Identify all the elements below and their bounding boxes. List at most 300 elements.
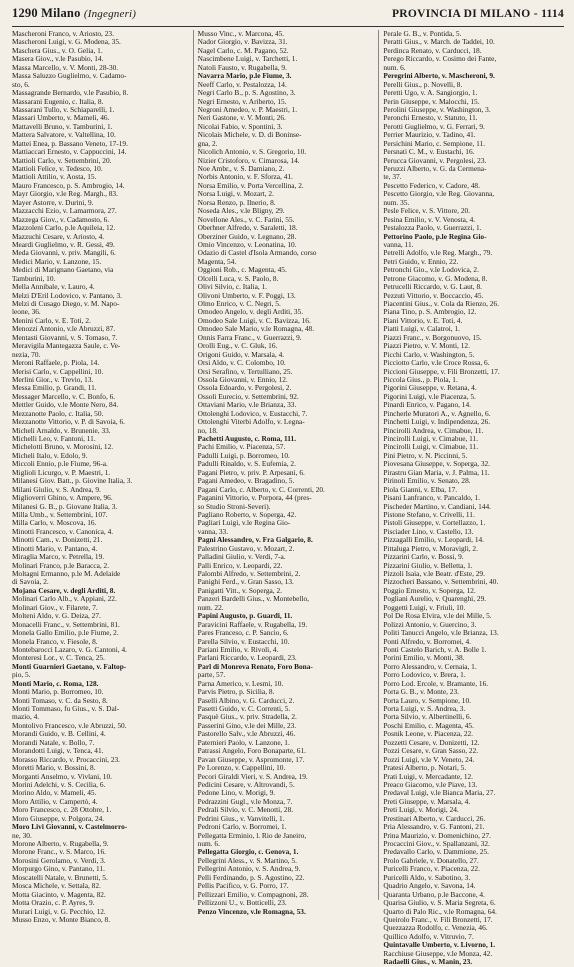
directory-entry: Pellegrini Antonio, v. S. Andrea, 9. [197,864,301,874]
directory-entry: Meroni Raffaele, p. Piola, 14. [12,358,100,368]
directory-entry: Patrassi Angelo, Foro Bonaparte, 61. [197,746,306,756]
directory-entry: Monteresi Lor., v. C. Tenca, 25. [12,653,105,663]
directory-entry: Pagliari Luigi, v.le Regina Gio- [197,518,291,528]
directory-entry: Piacentini Gius., v. Cola da Rienzo, 26. [383,299,499,308]
directory-entry: Moltagni Ermanno, p.le M. Adelaide [12,569,121,578]
directory-entry: Meravigila Mantegazza Saule, c. Ve- [12,341,121,351]
directory-entry: Predavallo Carlo, v. Dammione, 25. [383,847,489,857]
directory-entry: Mosca Michele, v. Settala, 82. [12,881,101,891]
directory-entry: Omodeo Sale Luigi, v. C. Bavizza, 16. [197,315,311,325]
directory-entry: Pittaluga Pietro, v. Moravigli, 2. [383,543,478,553]
directory-entry: Pistoli Giuseppe, v. Cortellazzo, 1. [383,518,486,528]
directory-entry: Pedone Lino, v. Morigi, 9. [197,788,276,798]
column-2 [197,29,380,916]
directory-entry: Mazzega Giov., v. Cadamosto, 6. [12,214,110,224]
directory-entry: Prestinari Alberto, v. Carducci, 26. [383,813,486,823]
directory-entry: Nizier Cristoforo, v. Cimarosa, 14. [197,155,300,165]
directory-entry: Pagani Amedeo, v. Bragadino, 5. [197,476,295,486]
directory-entry: Piazzi Pietro, v. V. Monti, 12. [383,341,470,351]
directory-entry: Menozzi Antonio, v.le Abruzzi, 87. [12,324,116,334]
directory-entry: Molinari Franco, p.le Baracca, 2. [12,560,110,570]
directory-entry: nezia, 70. [12,349,41,359]
directory-entry: Padulli Luigi, p. Borromeo, 10. [197,450,290,460]
directory-entry: Pellegrini Aless., v. S. Martino, 5. [197,855,297,865]
directory-entry: Poschi Emilio, c. Magenta, 45. [383,720,474,730]
header-left [12,6,136,21]
header-right: PROVINCIA DI MILANO - 1114 [391,8,564,20]
directory-entry: Nicolais Michele, v. D. di Boninse- [197,130,302,140]
directory-entry: Panigatti Vitt., v. Soperga, 2. [197,585,282,595]
directory-entry: Orolli Eug., v. C. Gluk, 16. [197,341,278,351]
directory-entry: Pizzocheri Bassano, v. Settembrini, 40. [383,577,499,587]
directory-entry: Poggio Ernesto, v. Soperga, 12. [383,585,476,595]
directory-entry: Pincherle Muratori A., v. Agnello, 6. [383,408,491,418]
directory-entry: Musso Vinc., v. Marcona, 45. [197,29,285,38]
directory-entry: Natoli Fausto, v. Rugabella, 9. [197,62,287,72]
directory-entry: Perrier Maurizio, v. Tadino, 41. [383,130,476,140]
directory-entry: Pria Alessandro, v. G. Fantoni, 21. [383,822,485,832]
directory-entry: Monti Tommaso, fu Gius., v. S. Dal- [12,704,120,713]
directory-entry: Pinardi Enrico, v. Pagano, 14. [383,400,471,410]
directory-entry: Mazzoleni Carlo, p.le Aquileia, 12. [12,223,116,233]
directory-entry: Pescetto Giorgio, v.le Reg. Giovanna, [383,189,495,199]
directory-entry: Ottaviani Mario, v.le Brianza, 33. [197,400,297,410]
directory-columns [12,29,564,967]
directory-entry: Miccoli Ennio, p.le Fiume, 96-a. [12,459,108,469]
directory-entry: Norsa Emilio, v. Porta Vercellina, 2. [197,180,304,190]
directory-entry: Pozzi Cesare, v. Gran Sasso, 22. [383,746,479,756]
directory-entry: Omodeo Sale Mario, v.le Romagna, 48. [197,324,315,334]
directory-entry: Monacelli Franc., v. Settembrini, 81. [12,619,120,629]
directory-entry: mazio, 4. [12,712,40,722]
directory-entry: Porta Silvio, v. Albertinelli, 6. [383,712,472,722]
directory-entry: Mazzuchi Cesare, v. Ariosto, 4. [12,231,105,241]
directory-entry: Massari Umberto, v. Mameli, 46. [12,113,110,123]
directory-entry: Pini Pietro, v. N. Piccinni, 5. [383,450,468,460]
directory-entry: Perdinca Renato, v. Carducci, 18. [383,45,482,55]
directory-entry: Massagrande Bernardo, v.le Pasubio, 8. [12,88,129,98]
directory-entry: Orsi Serafino, v. Tertulliano, 25. [197,366,293,376]
directory-entry: Palestrino Gustavo, v. Mozart, 2. [197,543,295,553]
directory-entry: Molinari Carlo Alb., v. Appiani, 22. [12,594,117,604]
directory-entry: Piatti Luigi, v. Calatroi, 1. [383,324,460,334]
directory-entry: Monti Mario, c. Roma, 128. [12,678,99,688]
directory-entry: Quillico Adolfo, v. Vitruvio, 7. [383,931,474,941]
directory-entry: Moretti Mario, v. Bossini, 8. [12,763,96,773]
directory-entry: Mentasti Giovanni, v. S. Tomaso, 7. [12,332,118,342]
directory-entry: Pratesi Alberto, p. Notari, 5. [383,763,467,773]
directory-entry: Peratti Gius., v. March. de Taddei, 10. [383,37,495,47]
directory-entry: Negroni Amedeo, v. P. Maestri, 1. [197,104,298,114]
directory-entry: Meda Giovanni, v. priv. Mangili, 6. [12,248,116,258]
directory-entry: Paganini Vittorio, v. Porpora, 44 (pres- [197,493,312,503]
directory-entry: Pellizzari Emilio, v. Compagnoni, 28. [197,889,309,899]
directory-entry: Picciotto Carlo, v.le Croce Rossa, 6. [383,358,490,368]
directory-entry: Miglioverri Ghino, v. Ampere, 96. [12,493,113,503]
directory-entry: Mascheroni Franco, v. Ariosto, 23. [12,29,114,38]
directory-entry: Nascimbene Luigi, v. Tarchetti, 1. [197,54,298,64]
directory-entry: Pachetti Augusto, c. Roma, 111. [197,434,296,443]
directory-entry: Pellizzoni U., v. Botticelli, 23. [197,898,287,908]
directory-entry: Posnik Leone, v. Piacenza, 22. [383,729,474,739]
directory-entry: Pares Franceso, c. P. Sancio, 6. [197,628,289,638]
directory-entry: Petri Guido, v. Ennio, 22. [383,256,459,266]
directory-entry: Pincirolli Luigi, v. Cimabue, 11. [383,442,479,452]
directory-entry: Molinari Giov., v. Filarete, 7. [12,602,98,612]
directory-entry: Medici di Marignano Gaetano, via [12,265,114,275]
directory-entry: Pirinoli Emilio, v. Senato, 28. [383,476,471,486]
directory-entry: Pincirolli Andrea, v. Cimabue, 11. [383,425,484,435]
directory-entry: Morpurgo Gino, v. Pantano, 11. [12,864,105,874]
directory-entry: Pischeder Martino, v. Candiani, 144. [383,501,491,511]
directory-entry: Quadrio Angelo, v. Savona, 14. [383,881,476,891]
directory-entry: Palladini Giulio, v. Verdi, 7-a. [197,552,286,562]
directory-entry: Murari Luigi, v. G. Pecchio, 12. [12,906,106,916]
directory-entry: di Savoia, 2. [12,577,49,587]
directory-entry: Nicolai Fabio, v. Spontini, 3. [197,121,283,131]
directory-entry: Pirastru Gian Maria, v. J. Palma, 11. [383,467,490,477]
directory-entry: gna, 2. [197,138,218,148]
directory-entry: Pestalozza Paolo, v. Guerrazzi, 1. [383,223,482,233]
directory-entry: Ossola Giovanni, v. Ennio, 12. [197,374,288,384]
directory-entry: Prati Luigi, v. Mercadante, 12. [383,771,474,781]
directory-entry: Politi Tanucci Angelo, v.le Brianza, 13. [383,628,499,638]
directory-entry: Norbis Antonio, v. F. Sforza, 41. [197,172,293,182]
directory-entry: Melzi di Cusago Diego, v. M. Napo- [12,299,120,308]
directory-entry: Penzo Vincenzo, v.le Romagna, 53. [197,906,306,916]
directory-entry: Pedrazzini Gugl., v.le Monza, 7. [197,796,293,806]
directory-entry: Monela Franco, v. Fiesole, 8. [12,636,98,646]
directory-entry: Pagliano Roberto, v. Soperga, 42. [197,509,297,519]
directory-entry: Pedicini Cesare, v. Altrovandi, 5. [197,779,295,789]
directory-entry: Pisani Lanfranco, v. Pancaldo, 1. [383,493,480,503]
directory-entry: leone, 36. [12,307,41,317]
directory-entry: Messa Emilio, p. Grandi, 11. [12,383,97,393]
page-number-right: 1114 [541,8,564,20]
directory-entry: Petrelli Adolfo, v.le Reg. Margh., 79. [383,248,493,258]
directory-entry: Pedroni Carlo, v. Borromei, 1. [197,822,287,832]
directory-entry: Motta Orazio, c. P. Ayres, 9. [12,898,95,908]
directory-entry: Mauro Francesco, p. S. Ambrogio, 14. [12,180,125,190]
directory-entry: Perucca Giovanni, v. Pergolesi, 23. [383,155,487,165]
directory-entry: Milanesi G. B., p. Giovane Italia, 3. [12,501,118,511]
directory-entry: Moro Francesco, c. 28 Ottobre, 1. [12,805,112,815]
directory-entry: Massarani Tullo, v. Schiaparelli, 1. [12,104,115,114]
directory-entry: Racchiuse Giuseppe, v.le Monza, 42. [383,948,493,958]
directory-entry: Orsi Aldo, v. C. Colombo, 10. [197,358,286,368]
directory-entry: Negri Carlo B., p. S. Agostino, 3. [197,88,296,98]
directory-entry: Persichini Mario, c. Sempione, 11. [383,138,486,148]
directory-entry: Piana Tino, p. S. Ambrogio, 12. [383,307,477,317]
directory-entry: Piccioni Giuseppe, v. Fili Bronzetti, 17. [383,366,500,376]
directory-entry: Moro Attilio, v. Campertò, 4. [12,796,98,806]
directory-entry: Oberhner Alfredo, v. Saraletti, 18. [197,223,298,233]
directory-entry: Picchi Carlo, v. Washington, 5. [383,349,475,359]
directory-entry: Mella Annibale, v. Lauro, 4. [12,282,95,292]
directory-entry: Pasquè Gius., v. priv. Stradella, 2. [197,712,297,722]
directory-entry: Parella Silvio, v. Eustacchi, 10. [197,636,290,646]
directory-entry: Ponti Castelo Barich, v. A. Bolle 1. [383,644,487,654]
directory-entry: Peregrini Alberto, v. Mascheroni, 9. [383,71,495,81]
directory-entry: Panzeri Bardelli Gius., v. Montebello, [197,594,309,604]
directory-entry: Porini Emilio, v. Monti, 38. [383,653,465,663]
directory-entry: Mattioli Carlo, v. Settembrini, 20. [12,155,112,165]
directory-entry: Magenta, 54. [197,256,237,266]
directory-entry: Molteni Aldo, v. G. Deiza, 27. [12,611,101,621]
directory-entry: Monti Guarnieri Gaetano, v. Faltop- [12,661,127,671]
directory-entry: Polizzi Antonio, v. Guercino, 3. [383,619,477,629]
directory-entry: Petrone Giacomo, v. G. Modena, 8. [383,273,488,283]
directory-entry: Medici Mario, v. Lanzone, 15. [12,256,102,266]
category-label: (Ingegneri) [83,8,137,20]
directory-entry: Pozzi Luigi, v.le V. Veneto, 24. [383,754,475,764]
directory-entry: Norsa Renzo, p. Ilnerio, 8. [197,197,276,207]
directory-entry: Massarani Eugenio, c. Italia, 8. [12,96,104,106]
directory-entry: Morini Adelchi, v. S. Cecilia, 6. [12,779,106,789]
directory-entry: Oggioni Rob., c. Magenta, 45. [197,265,287,275]
directory-entry: Milanesi Giov. Batt., p. Giovine Italia, 3. [12,476,133,486]
directory-entry: Prolo Gabriele, v. Donatello, 27. [383,855,479,865]
directory-entry: Mattera Salvatore, v. Valtellina, 10. [12,130,116,140]
directory-entry: Pisciader Lino, v. Castello, 13. [383,526,474,536]
directory-entry: Mattiaccari Ernesto, v. Cappuccini, 14. [12,147,127,157]
directory-entry: Perelli Gius., p. Novelli, 8. [383,79,463,89]
directory-entry: Palli Enrico, v. Leopardi, 22. [197,560,283,570]
directory-entry: Moscatelli Natale, v. Brunetti, 5. [12,872,108,882]
directory-entry: Maschera Gius., v. O. Gelia, 1. [12,45,103,55]
directory-entry: Pe Lorenzo, v. Cappellini, 10. [197,763,286,773]
directory-entry: Pagani Carlo, c. Alberto, v. C. Correnti, 20. [197,484,325,494]
directory-entry: Michelotti Bruno, v. Morosini, 12. [12,442,114,452]
column-3 [383,29,564,967]
directory-entry: Michelli Leo, v. Fantoni, 11. [12,434,96,443]
directory-entry: Norsa Luigi, v. Mozart, 2. [197,189,274,199]
directory-entry: Odazio di Castel d'Isola Armando, corso [197,248,317,258]
directory-entry: Pettorino Paolo, p.le Regina Gio- [383,231,487,241]
directory-entry: vanna, 33. [197,526,229,536]
directory-entry: Paselli Albino, v. G. Carducci, 2. [197,695,295,705]
directory-entry: Puricelli Aldo, v. Sabotino, 3. [383,872,471,882]
directory-entry: no, 18. [197,425,218,435]
directory-entry: Pachi Emilio, v. Piacenza, 57. [197,442,286,452]
directory-entry: Palombi Alfredo, v. Settembrini, 2. [197,569,301,578]
directory-entry: Morganti Anselmo, v. Vivlani, 10. [12,771,112,781]
directory-entry: Parvis Pietro, p. Sicilia, 8. [197,687,275,697]
directory-entry: Pasetti Guido, v. C. Correnti, 5. [197,704,291,713]
directory-entry: Paravicini Raffaele, v. Rugabella, 19. [197,619,308,629]
directory-entry: Meardi Guglielmo, v. R. Gessi, 49. [12,239,115,249]
directory-entry: Onnis Farra Franc., v. Guerrazzi, 9. [197,332,302,342]
directory-entry: Moro Livi Giovanni, v. Castelmorro- [12,822,128,832]
directory-entry: Pellegatta Giorgio, c. Genova, 1. [197,847,299,857]
directory-entry: Pesina Emilio, v. V. Venosta, 4. [383,214,476,224]
directory-entry: Petronchi Gio., v.le Lodovica, 2. [383,265,479,275]
directory-entry: Mattei Enea, p. Bassano Veneto, 17-19. [12,138,128,148]
directory-entry: Olivoni Umberto, v. F. Poggi, 13. [197,290,296,300]
directory-entry: Masera Giov., v.le Pasubio, 14. [12,54,104,64]
directory-entry: Peronchi Ernesto, v. Statuto, 11. [383,113,478,123]
directory-entry: Quaranta Urbano, p.le Baccone, 4. [383,889,485,899]
directory-entry: Noseda Ales., v.le Bligny, 29. [197,206,285,216]
directory-entry: Pagani Pietro, v. priv. P. Arpesani, 6. [197,467,305,477]
directory-entry: Minotti Mario, v. Pantano, 4. [12,543,98,553]
directory-entry: Pedrini Gius., v. Vanvitelli, 1. [197,813,285,823]
directory-entry: Pol De Rosa Elvira, v.le dei Mille, 5. [383,611,492,621]
directory-entry: Ponti Alfredo, v. Borromei, 4. [383,636,471,646]
directory-entry: Pizzagalli Emilio, v. Leopardi, 14. [383,535,485,545]
directory-entry: Porta G. B., v. Monte, 23. [383,687,459,697]
directory-entry: Petrucelli Riccardo, v. G. Laut, 8. [383,282,482,292]
directory-entry: Puricelli Franco, v. Piacenza, 22. [383,864,480,874]
directory-entry: Negri Ernesto, v. Ariberto, 15. [197,96,287,106]
city-name: Milano [41,6,81,20]
directory-entry: Peretti Ugo, v. A. Sangiorgio, 1. [383,88,478,98]
directory-entry: Pizzoli Isaia, v.le Beatr. d'Este, 29. [383,569,485,578]
directory-entry: Preaco Giacomo, v.le Piave, 13. [383,779,478,789]
directory-entry: Morone Franc., v. S. Marco, 16. [12,847,106,857]
directory-entry: Pellis Pacifico, v. G. Porro, 17. [197,881,289,891]
directory-entry: Pozzetti Cesare, v. Donizetti, 12. [383,737,480,747]
directory-entry: parte, 57. [197,670,226,680]
directory-entry: Morino Aldo, v. Mameli, 45. [12,788,97,798]
directory-entry: Pizzarini Carlo, v. Bossi, 9. [383,552,464,562]
directory-entry: pio, 5. [12,670,31,680]
directory-entry: ne, 30. [12,830,32,840]
directory-entry: Olmo Enrico, v. C. Negri, 5. [197,299,281,308]
directory-entry: Quarto di Palo Ric., v.le Romagna, 64. [383,906,497,916]
directory-entry: num. 6. [383,62,406,72]
directory-entry: Olcelli Luca, v. S. Paolo, 8. [197,273,279,283]
directory-entry: Piazzi Franc., v. Borgonuovo, 15. [383,332,482,342]
directory-entry: Piccola Gius., p. Piola, 1. [383,374,458,384]
directory-entry: Quintavalle Umberto, v. Livorno, 1. [383,940,496,950]
directory-entry: Omodeo Angelo, v. degli Arditi, 35. [197,307,304,317]
directory-entry: Perale G. B., v. Pontida, 5. [383,29,462,38]
directory-entry: Mattioli Attilio, v. Aosta, 15. [12,172,97,182]
directory-entry: Noe Ambr., v. S. Damiano, 2. [197,164,285,173]
directory-entry: Pincirolli Luigi, v. Cimabue, 11. [383,434,479,443]
directory-entry: Pagni Alessandro, v. Fra Galgario, 8. [197,535,313,545]
directory-entry: Massa Marcello, v. V. Monti, 28-30. [12,62,119,72]
directory-entry: Perolini Giuseppe, v. Washington, 3. [383,104,491,114]
directory-entry: Parna Americo, v. Lesmi, 10. [197,678,284,688]
directory-entry: num. 35. [383,197,410,207]
directory-entry: Mattavelli Bruno, v. Tamburini, 1. [12,121,113,131]
directory-entry: Mettler Guido, v.le Monte Nero, 84. [12,400,119,410]
directory-entry: Monti Tomaso, v. C. da Sesto, 8. [12,695,108,705]
directory-entry: Parl di Monreva Renato, Foro Bona- [197,661,313,671]
directory-entry: vanna, 11. [383,239,414,249]
directory-entry: Pogliani Aurelio, v. Quarenghi, 29. [383,594,487,604]
directory-entry: Menini Carlo, v. E. Toti, 2. [12,315,91,325]
directory-entry: Pigorini Giuseppe, v. Retana, 4. [383,383,477,393]
directory-entry: Pescetto Federico, v. Cadore, 48. [383,180,480,190]
directory-entry: Omio Vincenzo, v. Leonatina, 10. [197,239,297,249]
directory-entry: num. 22. [197,602,224,612]
directory-entry: Milani Giulio, v. S. Andrea, 9. [12,484,101,494]
directory-entry: Mascheroni Luigi, v. G. Modena, 35. [12,37,121,47]
directory-entry: Pellegatta Erminio, l. Rio de Janeiro, [197,830,307,840]
directory-entry: Pigorini Luigi, v.le Piacenza, 5. [383,391,476,401]
directory-entry: Milla Umb., v. Settembrini, 107. [12,509,108,519]
directory-entry: Procaccini Giov., v. Spallanzani, 32. [383,839,490,848]
directory-entry: Porta Luigi, v. S. Andrea, 3. [383,704,466,713]
directory-entry: Pavan Giuseppe, v. Aspromonte, 17. [197,754,305,764]
directory-entry: Ossola Edoardo, v. Pergolesi, 2. [197,383,292,393]
directory-entry: Predaval Luigi, v.le Bianca Maria, 27. [383,788,496,798]
directory-entry: Origoni Guido, v. Marsala, 4. [197,349,285,359]
directory-entry: Nicolich Antonio, v. S. Gregorio, 10. [197,147,307,157]
directory-entry: Mazzacchi Ezio, v. Lamarmora, 27. [12,206,117,216]
directory-entry: Moro Giuseppe, v. Polgora, 24. [12,813,105,823]
directory-entry: Novellone Ales., v. C. Farini, 55. [197,214,295,224]
directory-entry: Perotti Guglielmo, v. G. Ferrari, 9. [383,121,485,131]
directory-entry: Motta Giacinto, v. Magenta, 82. [12,889,106,899]
directory-entry: Pariani Emilio, v. Rivoli, 4. [197,644,279,654]
directory-entry: Mezzanotte Paolo, c. Italia, 50. [12,408,104,418]
directory-entry: Morandi Natale, v. Bollo, 7. [12,737,95,747]
directory-entry: Porro Lod. Ercole, v. Bramante, 16. [383,678,489,688]
directory-entry: sto, 6. [12,79,30,89]
directory-entry: Quarisa Giulio, v. S. Maria Segreta, 6. [383,898,496,908]
directory-entry: Massa Saluzzo Guglielmo, v. Cadamo- [12,71,127,81]
directory-entry: Morandi Guido, v. B. Cellini, 4. [12,729,106,739]
directory-entry: Pezzuti Vittorio, v. Boccaccio, 45. [383,290,484,300]
page-number-left: 1290 [12,6,38,20]
directory-entry: Padulli Rinaldo, v. S. Eufemia, 2. [197,459,296,469]
directory-entry: so Studio Stroni-Severi). [197,501,271,511]
directory-entry: Minotti Francesco, v. Canonica, 4. [12,526,114,536]
directory-entry: Mattioli Felice, v. Tedesco, 10. [12,164,103,173]
directory-entry: Preti Giuseppe, v. Marsala, 4. [383,796,471,806]
directory-entry: Porta Lauro, v. Sempione, 10. [383,695,471,705]
directory-entry: Ossoli Eurecio, v. Settembrini, 92. [197,391,299,401]
directory-entry: Merlini Gior., v. Trevio, 13. [12,374,94,384]
directory-entry: Ottolenghi Viterbi Adolfo, v. Legna- [197,417,305,427]
directory-entry: Musso Enzo, v. Monte Bianco, 8. [12,914,111,924]
directory-entry: Montebarocci Lazaro, v. G. Cantoni, 4. [12,644,127,654]
directory-entry: Oberziner Guido, v. Legnano, 28. [197,231,297,241]
province-title: PROVINCIA DI MILANO [391,8,531,20]
directory-entry: Minotti Cam., v. Donizetti, 21. [12,535,103,545]
column-1 [12,29,194,924]
directory-entry: Mezzanotte Vittorio, v. P. di Savoia, 6. [12,417,125,427]
directory-entry: num. 6. [197,839,220,848]
directory-entry: Pedrali Silvio, v. C. Menotti, 28. [197,805,294,815]
directory-entry: Mayr Giorgio, v.le Reg. Margh., 83. [12,189,118,199]
page-header [12,6,564,27]
directory-entry: Piola Gianni, v. Elba, 17. [383,484,458,494]
directory-entry: Ottolenghi Lodovico, v. Eustacchi, 7. [197,408,308,418]
directory-entry: Tamburini, 10. [12,273,56,283]
directory-entry: Quezzazza Rodolfo, c. Venezia, 46. [383,923,488,933]
directory-entry: Milla Carlo, v. Moscova, 16. [12,518,97,528]
directory-entry: Radaelli Gius., v. Manin, 23. [383,957,473,967]
directory-entry: Pistone Stefano, v. Crivelli, 11. [383,509,475,519]
directory-entry: Perego Riccardo, v. Cosimo dei Fante, [383,54,497,64]
directory-entry: Neeff Carlo, v. Pestalozza, 14. [197,79,287,89]
directory-entry: Mayer Astorre, v. Durini, 9. [12,197,94,207]
directory-entry: Persnati C. M., v. Eustachi, 16. [383,147,475,157]
directory-entry: Piovesana Giuseppe, v. Soperga, 32. [383,459,491,469]
directory-entry: te, 37. [383,172,402,182]
directory-entry: Paternieri Paolo, v. Lanzone, 1. [197,737,290,747]
directory-entry: Piani Vittorio, v. E. Toti, 4. [383,315,463,325]
directory-entry: Merisi Carlo, v. Cappellini, 10. [12,366,104,376]
directory-entry: Peruzzi Alberto, v. G. da Cermena- [383,164,487,173]
directory-entry: Miglioli Licurgo, v. P. Maestri, 1. [12,467,111,477]
directory-entry: Montolivo Francesco, v.le Abruzzi, 50. [12,720,127,730]
